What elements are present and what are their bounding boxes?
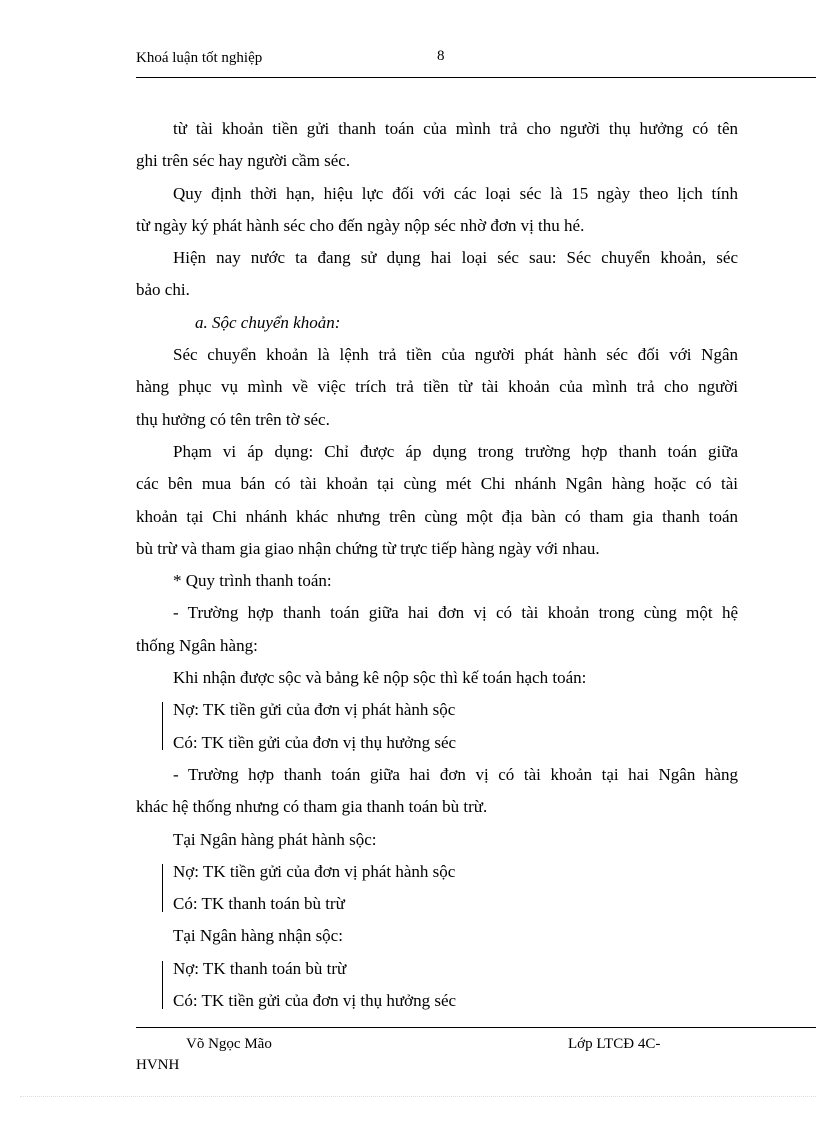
header-rule xyxy=(136,77,816,78)
text-line: thống Ngân hàng: xyxy=(136,635,258,655)
text-line: * Quy trình thanh toán: xyxy=(173,571,332,591)
accounting-entry-line: Nợ: TK thanh toán bù trừ xyxy=(136,953,738,985)
accounting-entry-line: Có: TK thanh toán bù trừ xyxy=(173,894,345,914)
text-line: Tại Ngân hàng nhận sộc: xyxy=(173,926,343,946)
text-line: - Trường hợp thanh toán giữa hai đơn vị có tài khoản tại hai Ngân hàng xyxy=(173,764,738,784)
accounting-entry-line: Nợ: TK tiền gửi của đơn vị phát hành sộc xyxy=(136,694,738,726)
text-line: ghi trên séc hay người cầm séc. xyxy=(136,151,351,171)
text-line: bảo chi. xyxy=(136,280,190,300)
text-line: Khi nhận được sộc và bảng kê nộp sộc thì kế toán hạch toán: xyxy=(173,668,587,688)
text-line: thụ hưởng có tên trên tờ séc. xyxy=(136,409,330,429)
body-text xyxy=(136,113,738,1017)
text-line: Phạm vi áp dụng: Chỉ được áp dụng trong trường hợp thanh toán giữa xyxy=(173,441,738,461)
page-edge xyxy=(20,1096,816,1097)
text-line: từ tài khoản tiền gửi thanh toán của mình trả cho người thụ hưởng có tên xyxy=(173,119,738,138)
text-line: khoản tại Chi nhánh khác nhưng trên cùng một địa bàn có tham gia thanh toán xyxy=(136,506,738,526)
text-line: Quy định thời hạn, hiệu lực đối với các loại séc là 15 ngày theo lịch tính xyxy=(173,183,738,203)
page-number: 8 xyxy=(437,48,445,64)
text-line: - Trường hợp thanh toán giữa hai đơn vị có tài khoản trong cùng một hệ xyxy=(173,603,738,623)
text-line: khác hệ thống nhưng có tham gia thanh toán bù trừ. xyxy=(136,797,488,817)
text-line: Séc chuyển khoản là lệnh trả tiền của người phát hành séc đối với Ngân xyxy=(173,345,738,365)
page-header-title: Khoá luận tốt nghiệp xyxy=(136,50,263,66)
text-line: từ ngày ký phát hành séc cho đến ngày nộp séc nhờ đơn vị thu hé. xyxy=(136,215,585,235)
accounting-entry-line: Có: TK tiền gửi của đơn vị thụ hưởng séc xyxy=(173,732,457,752)
footer-class-cont: HVNH xyxy=(136,1057,180,1073)
text-line: bù trừ và tham gia giao nhận chứng từ trực tiếp hàng ngày với nhau. xyxy=(136,538,600,558)
accounting-entry-line: Nợ: TK tiền gửi của đơn vị phát hành sộc xyxy=(136,856,738,888)
footer-author: Võ Ngọc Mão xyxy=(186,1036,272,1052)
footer-class: Lớp LTCĐ 4C- xyxy=(568,1036,661,1052)
text-line: các bên mua bán có tài khoản tại cùng mét Chi nhánh Ngân hàng hoặc có tài xyxy=(136,474,738,494)
text-line: Tại Ngân hàng phát hành sộc: xyxy=(173,829,377,849)
text-line: Hiện nay nước ta đang sử dụng hai loại séc sau: Séc chuyển khoản, séc xyxy=(173,248,738,268)
section-heading: a. Sộc chuyển khoản: xyxy=(195,312,341,332)
accounting-entry-line: Có: TK tiền gửi của đơn vị thụ hưởng séc xyxy=(173,991,457,1011)
text-line: hàng phục vụ mình về việc trích trả tiền từ tài khoản của mình trả cho người xyxy=(136,377,738,397)
footer-rule xyxy=(136,1027,816,1028)
